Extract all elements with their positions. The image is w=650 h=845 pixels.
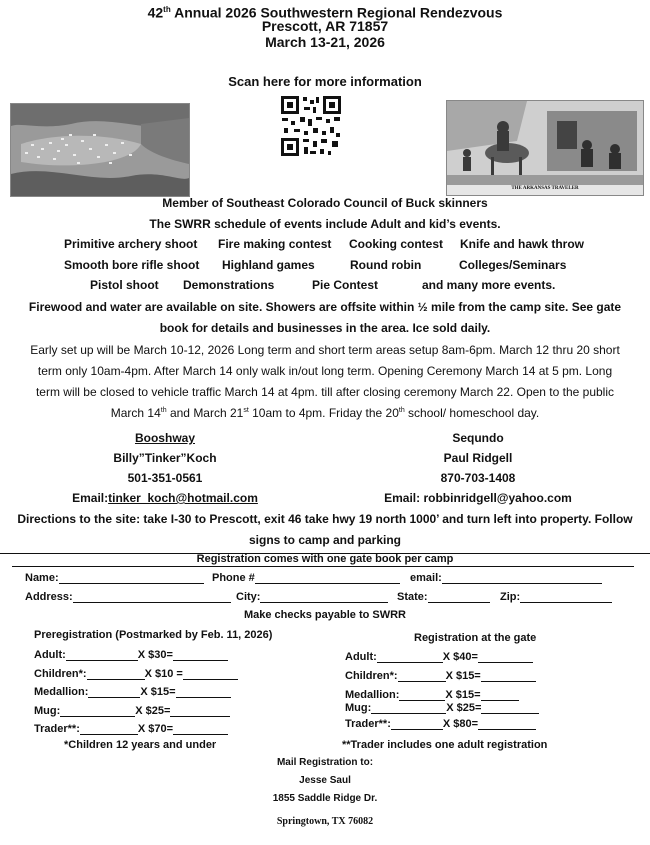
name-field[interactable]: Name:	[25, 572, 204, 584]
zip-field[interactable]: Zip:	[500, 591, 612, 603]
schedule-line: The SWRR schedule of events include Adult and kid’s events.	[149, 217, 501, 231]
aerial-photo	[10, 103, 190, 197]
mail-street: 1855 Saddle Ridge Dr.	[272, 793, 378, 804]
sequndo-phone: 870-703-1408	[440, 471, 516, 485]
member-line: Member of Southeast Colorado Council of Buck skinners	[162, 196, 488, 210]
children-note: *Children 12 years and under	[64, 739, 217, 751]
mail-heading: Mail Registration to:	[276, 757, 374, 768]
mail-city: Springtown, TX 76082	[276, 816, 374, 827]
prereg-medallion-row[interactable]: Medallion: X $15=	[34, 686, 231, 698]
preregistration-heading: Preregistration (Postmarked by Feb. 11, 2026)	[34, 629, 273, 641]
event-item: Cooking contest	[349, 237, 444, 251]
event-item: Demonstrations	[183, 278, 275, 292]
booshway-email-link[interactable]: tinker_koch@hotmail.com	[108, 491, 258, 505]
event-item: Highland games	[222, 258, 315, 272]
booshway-heading: Booshway	[134, 431, 195, 445]
address-field[interactable]: Address:	[25, 591, 231, 603]
event-item: Pie Contest	[312, 278, 379, 292]
page-title: 42th Annual 2026 Southwestern Regional Rendezvous	[147, 4, 503, 21]
event-item: Colleges/Seminars	[459, 258, 567, 272]
gate-mug-row[interactable]: Mug: X $25=	[345, 702, 539, 714]
mail-name: Jesse Saul	[299, 775, 351, 786]
email-field[interactable]: email:	[410, 572, 602, 584]
state-field[interactable]: State:	[397, 591, 490, 603]
event-item: Primitive archery shoot	[64, 237, 198, 251]
phone-field[interactable]: Phone #	[212, 572, 400, 584]
scan-heading: Scan here for more information	[228, 74, 422, 89]
divider	[12, 566, 634, 567]
prereg-mug-row[interactable]: Mug: X $25=	[34, 705, 230, 717]
booshway-phone: 501-351-0561	[127, 471, 203, 485]
gate-trader-row[interactable]: Trader**: X $80=	[345, 718, 536, 730]
dates-line: March 13-21, 2026	[265, 34, 385, 50]
setup-line: March 14th and March 21st 10am to 4pm. Friday the 20th school/ homeschool day.	[110, 406, 540, 420]
booshway-name: Billy”Tinker”Koch	[113, 451, 217, 465]
gate-heading: Registration at the gate	[414, 632, 537, 644]
event-item: Fire making contest	[218, 237, 332, 251]
prereg-trader-row[interactable]: Trader**: X $70=	[34, 723, 228, 735]
event-item: and many more events.	[422, 278, 556, 292]
event-item: Knife and hawk throw	[460, 237, 585, 251]
arkansas-traveler-painting	[446, 100, 644, 196]
gate-adult-row[interactable]: Adult: X $40=	[345, 651, 533, 663]
checks-line: Make checks payable to SWRR	[243, 609, 406, 621]
event-item: Round robin	[350, 258, 422, 272]
firewood-line: Firewood and water are available on site. Showers are offsite within ½ mile from the camp site. See gate	[28, 300, 622, 314]
booshway-block	[0, 431, 330, 505]
location-line: Prescott, AR 71857	[261, 18, 389, 34]
directions-line: signs to camp and parking	[248, 533, 402, 547]
directions-line: Directions to the site: take I-30 to Prescott, exit 46 take hwy 19 north 1000’ and turn left into property. Follow	[17, 512, 633, 526]
sequndo-name: Paul Ridgell	[443, 451, 513, 465]
setup-line: term only 10am-4pm. After March 14 only walk in/out long term. Opening Ceremony March 14 at 5 pm. Long	[37, 364, 613, 378]
prereg-adult-row[interactable]: Adult: X $30=	[34, 649, 228, 661]
setup-line: term will be closed to vehicle traffic March 14 at 4pm. till after closing ceremony March 22. Open to the public	[35, 385, 615, 399]
setup-line: Early set up will be March 10-12, 2026 Long term and short term areas setup 8am-6pm. March 12 thru 20 short	[30, 343, 620, 357]
registration-heading: Registration comes with one gate book per camp	[196, 553, 454, 565]
firewood-line: book for details and businesses in the area. Ice sold daily.	[159, 321, 491, 335]
gate-medallion-row[interactable]: Medallion: X $15=	[345, 689, 519, 701]
booshway-email: Email:tinker_koch@hotmail.com	[72, 491, 258, 505]
sequndo-email[interactable]: Email: robbinridgell@yahoo.com	[384, 491, 572, 505]
painting-caption: THE ARKANSAS TRAVELER	[511, 186, 579, 191]
qr-code[interactable]	[280, 95, 342, 157]
trader-note: **Trader includes one adult registration	[342, 739, 548, 751]
sequndo-heading: Sequndo	[452, 431, 504, 445]
event-item: Pistol shoot	[90, 278, 159, 292]
prereg-children-row[interactable]: Children*: X $10 =	[34, 668, 238, 680]
gate-children-row[interactable]: Children*: X $15=	[345, 670, 536, 682]
sequndo-block	[330, 431, 626, 505]
city-field[interactable]: City:	[236, 591, 388, 603]
event-item: Smooth bore rifle shoot	[64, 258, 200, 272]
